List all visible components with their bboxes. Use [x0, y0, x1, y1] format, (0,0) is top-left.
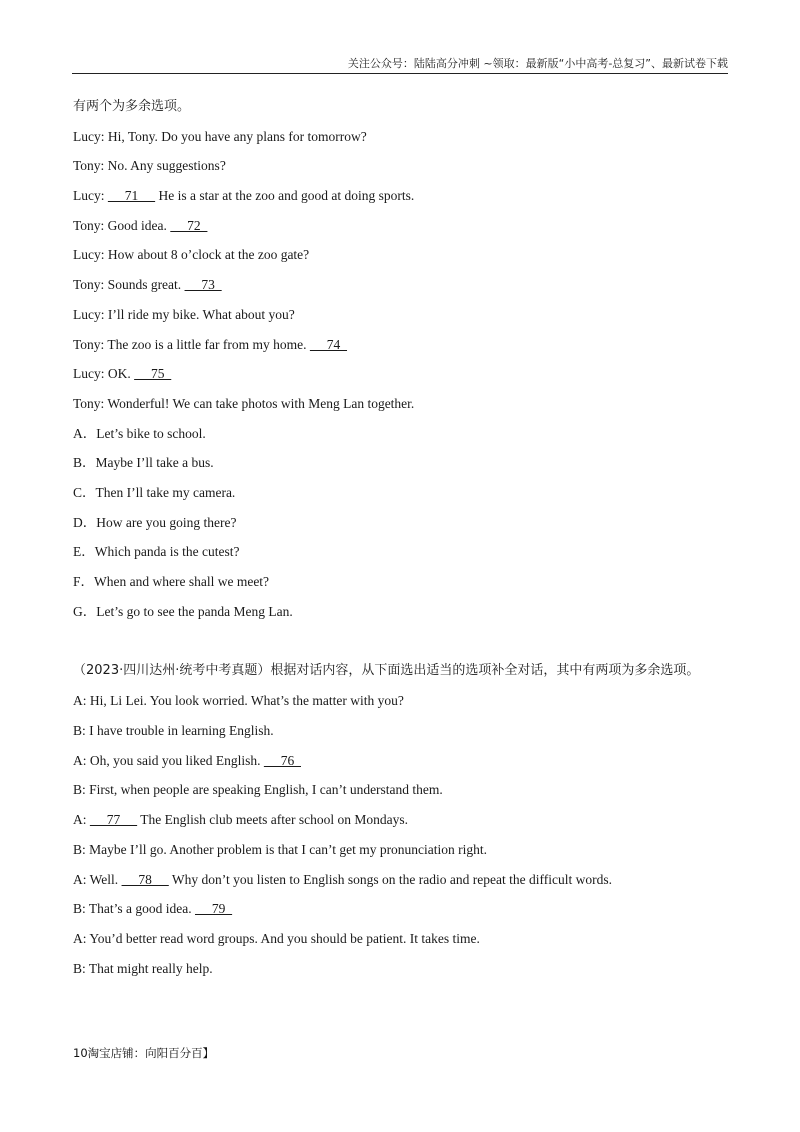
dialogue-line: B: That might really help.: [73, 960, 213, 976]
dialogue-line: Lucy: Hi, Tony. Do you have any plans for tomorrow?: [73, 128, 367, 144]
line-text: Tony: The zoo is a little far from my home.: [73, 336, 310, 352]
line-text: Lucy: OK.: [73, 366, 135, 382]
page-footer: 10淘宝店铺：向阳百分百】: [73, 1046, 215, 1060]
option-b: B．Maybe I’ll take a bus.: [73, 455, 214, 471]
dialogue-line: [73, 359, 733, 389]
dialogue-line: [73, 181, 733, 211]
dialogue-line: Lucy: I’ll ride my bike. What about you?: [73, 306, 295, 322]
dialogue-line: [73, 211, 733, 241]
line-text: Tony: Sounds great.: [73, 277, 185, 293]
option-g: G．Let’s go to see the panda Meng Lan.: [73, 603, 293, 619]
dialogue-line: [73, 330, 733, 360]
blank-72: 72: [170, 217, 208, 233]
blank-74: 74: [309, 336, 348, 352]
blank-73: 73: [184, 277, 222, 293]
option-f: F．When and where shall we meet?: [73, 574, 270, 589]
dialogue-line: [73, 865, 733, 895]
blank-76: 76: [263, 752, 301, 768]
section-gap: [73, 626, 733, 656]
line-text: A: Oh, you said you liked English.: [73, 752, 264, 768]
blank-78: 78: [121, 871, 169, 887]
blank-71: 71: [107, 188, 156, 204]
dialogue-line: B: I have trouble in learning English.: [73, 723, 274, 739]
dialogue-line: B: Maybe I’ll go. Another problem is that I can’t get my pronunciation right.: [73, 841, 488, 857]
line-text: The English club meets after school on Mondays.: [137, 812, 408, 828]
line-text: B: That’s a good idea.: [73, 901, 195, 917]
dialogue-line: A: You’d better read word groups. And you should be patient. It takes time.: [73, 930, 480, 946]
dialogue-line: [73, 270, 733, 300]
blank-77: 77: [89, 812, 138, 828]
line-text: A: Well.: [73, 871, 122, 887]
section1-intro: 有两个为多余选项。: [73, 99, 191, 114]
dialogue-line: B: First, when people are speaking English, I can’t understand them.: [73, 782, 443, 798]
dialogue-line: [73, 805, 733, 835]
line-text: Tony: Good idea.: [73, 217, 171, 233]
line-text: Lucy:: [73, 188, 108, 204]
dialogue-line: Tony: Wonderful! We can take photos with Meng Lan together.: [73, 395, 415, 411]
dialogue-line: A: Hi, Li Lei. You look worried. What’s the matter with you?: [73, 693, 404, 709]
option-d: D．How are you going there?: [73, 514, 237, 530]
option-e: E．Which panda is the cutest?: [73, 544, 240, 560]
dialogue-line: Lucy: How about 8 o’clock at the zoo gate?: [73, 247, 310, 263]
dialogue-line: [73, 746, 733, 776]
page-content: [73, 92, 733, 983]
section2-intro: （2023·四川达州·统考中考真题）根据对话内容，从下面选出适当的选项补全对话，其中有两项为多余选项。: [73, 663, 700, 679]
blank-75: 75: [134, 366, 172, 382]
page-header: 关注公众号：陆陆高分冲刺 ~领取：最新版“小中高考-总复习”、最新试卷下载: [72, 57, 728, 74]
option-a: A．Let’s bike to school.: [73, 425, 206, 441]
blank-79: 79: [194, 901, 233, 917]
line-text: He is a star at the zoo and good at doing sports.: [155, 188, 415, 204]
dialogue-line: Tony: No. Any suggestions?: [73, 158, 226, 174]
dialogue-line: [73, 894, 733, 924]
line-text: Why don’t you listen to English songs on the radio and repeat the difficult words.: [168, 871, 612, 887]
option-c: C．Then I’ll take my camera.: [73, 484, 236, 500]
line-text: A:: [73, 812, 90, 828]
